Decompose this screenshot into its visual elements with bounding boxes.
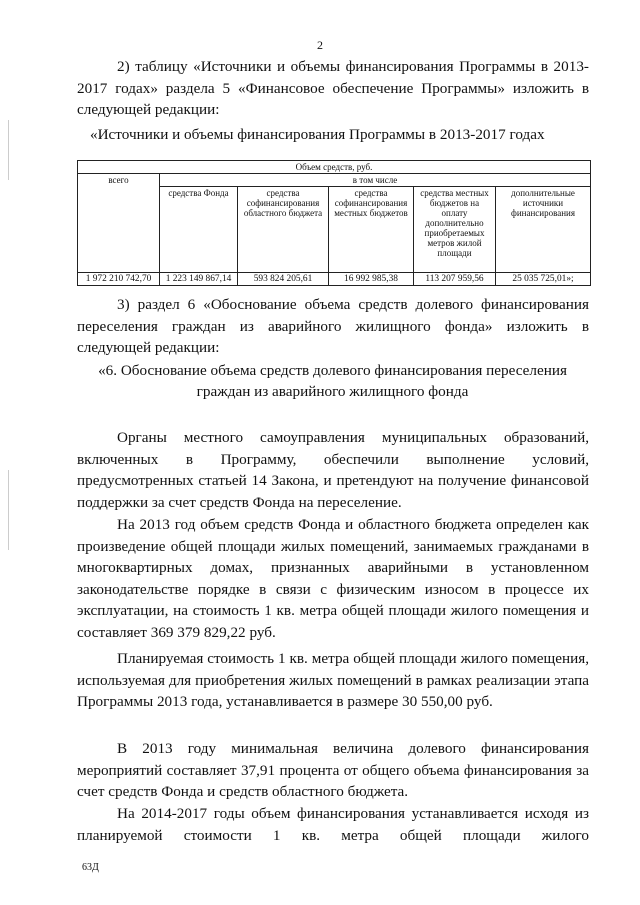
table-header-row — [78, 174, 591, 187]
column-header: дополнительные источники финансирования — [496, 187, 591, 273]
section-title-line-2: граждан из аварийного жилищного фонда — [196, 383, 469, 400]
header-including: в том числе — [160, 174, 591, 187]
page-number: 2 — [317, 38, 323, 52]
column-header: средства софинансирования областного бюджета — [238, 187, 329, 273]
footer-code: 63Д — [82, 862, 99, 873]
column-header: средства Фонда — [160, 187, 238, 273]
table-header-row — [78, 161, 591, 174]
column-header: средства местных бюджетов на оплату дополнительно приобретаемых метров жилой площади — [414, 187, 496, 273]
body-paragraph: На 2013 год объем средств Фонда и областного бюджета определен как произведение общей площади жилых помещений, занимаемых гражданами в многоквартирных домах, признанных аварийными в установленном законодательстве порядке в связи с физическим износом в процессе их эксплуатации, на стоимость 1 кв. метра общей площади жилого помещения и составляет 369 379 829,22 руб. — [77, 516, 589, 641]
section-title-line-1: «6. Обоснование объема средств долевого финансирования переселения — [98, 362, 567, 379]
paragraph-item-3: 3) раздел 6 «Обоснование объема средств долевого финансирования переселения граждан из аварийного жилищного фонда» изложить в следующей редакции: — [77, 296, 589, 356]
paragraph-item-2: 2) таблицу «Источники и объемы финансирования Программы в 2013-2017 годах» раздела 5 «Финансовое обеспечение Программы» изложить в следующей редакции: — [77, 58, 589, 118]
body-paragraph: В 2013 году минимальная величина долевого финансирования мероприятий составляет 37,91 процента от общего объема финансирования за счет средств Фонда и средств областного бюджета. — [77, 740, 589, 800]
body-paragraph: Планируемая стоимость 1 кв. метра общей площади жилого помещения, используемая для приобретения жилых помещений в рамках реализации этапа Программы 2013 года, устанавливается в размере 30 550,00 руб. — [77, 650, 589, 710]
header-main: Объем средств, руб. — [78, 161, 591, 174]
table-cell: 1 972 210 742,70 — [78, 273, 160, 286]
table-cell: 16 992 985,38 — [329, 273, 414, 286]
column-header: средства софинансирования местных бюджетов — [329, 187, 414, 273]
body-paragraph: На 2014-2017 годы объем финансирования устанавливается исходя из планируемой стоимости 1 кв. метра общей площади жилого — [77, 805, 589, 844]
table-cell: 25 035 725,01»; — [496, 273, 591, 286]
table-cell: 1 223 149 867,14 — [160, 273, 238, 286]
scan-margin-mark — [8, 470, 9, 550]
financing-table — [77, 160, 591, 286]
table-row — [78, 273, 591, 286]
body-paragraph: Органы местного самоуправления муниципальных образований, включенных в Программу, обеспечили выполнение условий, предусмотренных статьей 14 Закона, и претендуют на получение финансовой поддержки за счет средств Фонда на переселение. — [77, 429, 589, 511]
table-title: «Источники и объемы финансирования Программы в 2013-2017 годах — [90, 126, 545, 143]
header-total: всего — [78, 174, 160, 273]
table-cell: 113 207 959,56 — [414, 273, 496, 286]
scan-margin-mark — [8, 120, 9, 180]
table-cell: 593 824 205,61 — [238, 273, 329, 286]
